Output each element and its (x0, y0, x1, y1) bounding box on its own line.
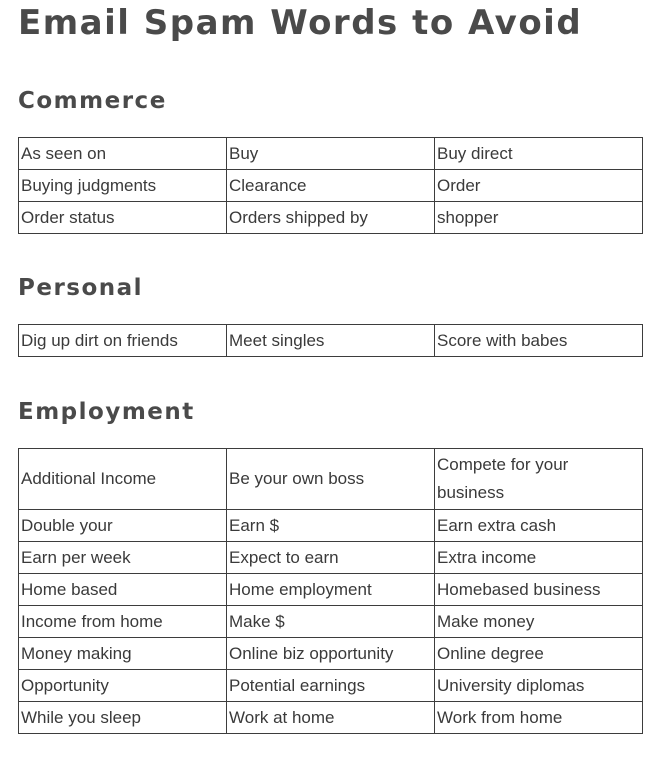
table-row (19, 449, 643, 510)
table-cell: Compete for your business (435, 449, 643, 510)
table-cell: Dig up dirt on friends (19, 325, 227, 357)
table-row (19, 202, 643, 234)
table-row (19, 510, 643, 542)
table-cell: shopper (435, 202, 643, 234)
table-row (19, 638, 643, 670)
table-cell: Score with babes (435, 325, 643, 357)
table-cell: Order status (19, 202, 227, 234)
table-cell: Earn $ (227, 510, 435, 542)
table-cell: Earn per week (19, 542, 227, 574)
table-row (19, 574, 643, 606)
table-row (19, 542, 643, 574)
table-cell: Be your own boss (227, 449, 435, 510)
table-cell: Buying judgments (19, 170, 227, 202)
table-cell: Double your (19, 510, 227, 542)
table-cell: Online biz opportunity (227, 638, 435, 670)
table-cell: Make $ (227, 606, 435, 638)
table-cell: Extra income (435, 542, 643, 574)
table-row (19, 606, 643, 638)
table-cell: Income from home (19, 606, 227, 638)
table-cell: Expect to earn (227, 542, 435, 574)
table-row (19, 670, 643, 702)
table-cell: While you sleep (19, 702, 227, 734)
table-cell: Buy (227, 138, 435, 170)
table-cell: University diplomas (435, 670, 643, 702)
table-cell: Potential earnings (227, 670, 435, 702)
table-cell: Homebased business (435, 574, 643, 606)
table-cell: Opportunity (19, 670, 227, 702)
table-cell: Buy direct (435, 138, 643, 170)
table-row (19, 138, 643, 170)
employment-table (18, 448, 643, 734)
table-row (19, 325, 643, 357)
table-cell: Orders shipped by (227, 202, 435, 234)
table-row (19, 170, 643, 202)
commerce-table (18, 137, 643, 234)
table-cell: Money making (19, 638, 227, 670)
table-cell: Order (435, 170, 643, 202)
table-cell: Meet singles (227, 325, 435, 357)
table-row (19, 702, 643, 734)
section-heading-personal: Personal (18, 275, 144, 301)
section-heading-employment: Employment (18, 399, 195, 425)
page-title: Email Spam Words to Avoid (18, 3, 583, 43)
table-cell: Clearance (227, 170, 435, 202)
table-cell: Online degree (435, 638, 643, 670)
table-cell: Home based (19, 574, 227, 606)
table-cell: Home employment (227, 574, 435, 606)
table-cell: Work from home (435, 702, 643, 734)
section-heading-commerce: Commerce (18, 88, 167, 114)
table-cell: Work at home (227, 702, 435, 734)
table-cell: As seen on (19, 138, 227, 170)
table-cell: Make money (435, 606, 643, 638)
table-cell: Earn extra cash (435, 510, 643, 542)
personal-table (18, 324, 643, 357)
table-cell: Additional Income (19, 449, 227, 510)
